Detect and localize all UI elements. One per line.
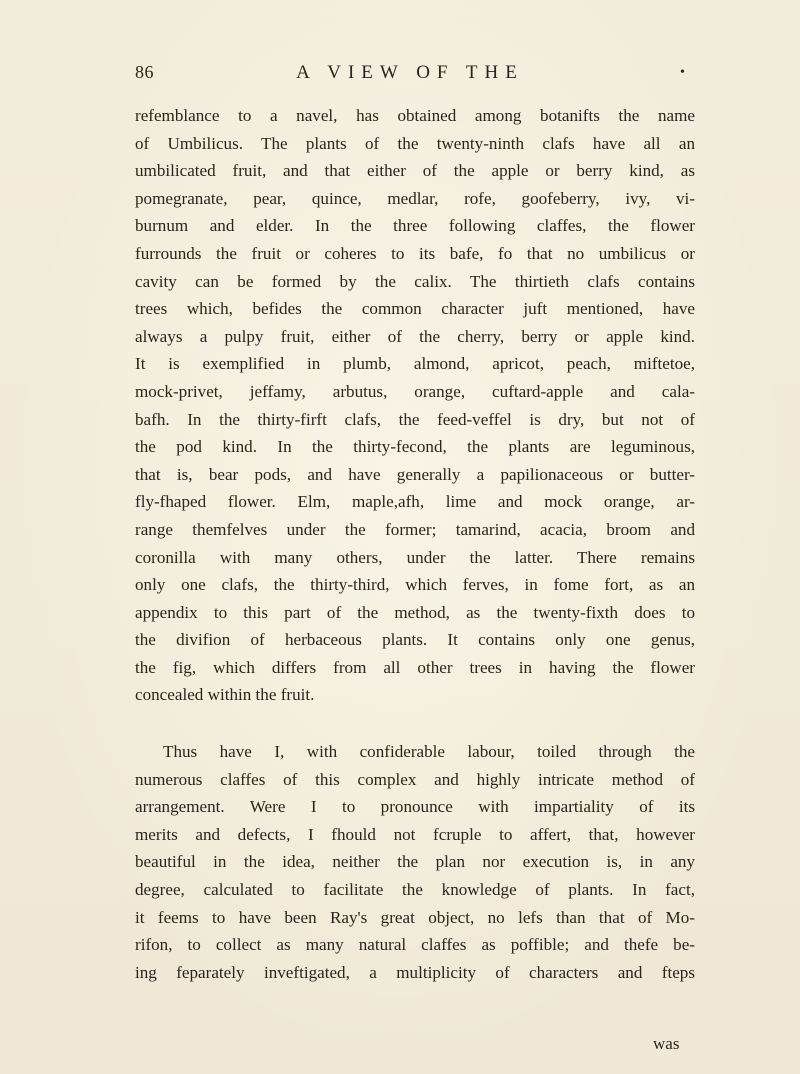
text-line: only one clafs, the thirty-third, which ferves, in fome fort, as an [135,575,695,595]
text-line: trees which, befides the common character juft mentioned, have [135,299,695,319]
text-line: pomegranate, pear, quince, medlar, rofe, goofeberry, ivy, vi- [135,188,695,208]
text-line: concealed within the fruit. [135,685,315,705]
text-line: beautiful in the idea, neither the plan nor execution is, in any [135,852,695,872]
catchword: was [653,1034,680,1053]
text-line: merits and defects, I fhould not fcruple to affert, that, however [135,824,695,844]
text-line: that is, bear pods, and have generally a papilionaceous or butter- [135,464,695,484]
paragraph-gap [135,709,695,738]
paragraph-1 [135,102,695,709]
text-line: range themfelves under the former; tamarind, acacia, broom and [135,519,695,539]
text-line: furrounds the fruit or coheres to its bafe, fo that no umbilicus or [135,243,695,263]
running-title: A VIEW OF THE [296,62,524,83]
paragraph-2 [135,738,695,986]
running-head-mark: • [680,65,685,80]
text-line: bafh. In the thirty-firft clafs, the feed-veffel is dry, but not of [135,409,695,429]
text-line: burnum and elder. In the three following claffes, the flower [135,216,695,236]
text-line: the pod kind. In the thirty-fecond, the plants are leguminous, [135,437,695,457]
text-line: It is exemplified in plumb, almond, apricot, peach, miftetoe, [135,354,695,374]
text-line: degree, calculated to facilitate the knowledge of plants. In fact, [135,880,695,900]
text-line: refemblance to a navel, has obtained among botanifts the name [135,106,695,125]
text-line: appendix to this part of the method, as the twenty-fixth does to [135,602,695,622]
text-line: umbilicated fruit, and that either of the apple or berry kind, as [135,161,695,181]
text-line: ing feparately inveftigated, a multiplicity of characters and fteps [135,962,695,982]
text-line: fly-fhaped flower. Elm, maple,afh, lime and mock orange, ar- [135,492,695,512]
text-line: cavity can be formed by the calix. The thirtieth clafs contains [135,271,695,291]
text-line: coronilla with many others, under the latter. There remains [135,547,695,567]
body-text [135,102,695,986]
text-line: the fig, which differs from all other trees in having the flower [135,657,695,677]
text-line: of Umbilicus. The plants of the twenty-ninth clafs have all an [135,133,695,153]
text-line: it feems to have been Ray's great object, no lefs than that of Mo- [135,907,695,927]
text-line: the divifion of herbaceous plants. It contains only one genus, [135,630,695,650]
text-line: mock-privet, jeffamy, arbutus, orange, cuftard-apple and cala- [135,381,695,401]
text-line: rifon, to collect as many natural claffes as poffible; and thefe be- [135,935,695,955]
text-line: arrangement. Were I to pronounce with impartiality of its [135,797,695,817]
text-line: Thus have I, with confiderable labour, toiled through the [163,742,695,762]
running-head [135,62,695,92]
text-line: always a pulpy fruit, either of the cherry, berry or apple kind. [135,326,695,346]
page-number: 86 [135,62,154,82]
text-line: numerous claffes of this complex and highly intricate method of [135,769,695,789]
